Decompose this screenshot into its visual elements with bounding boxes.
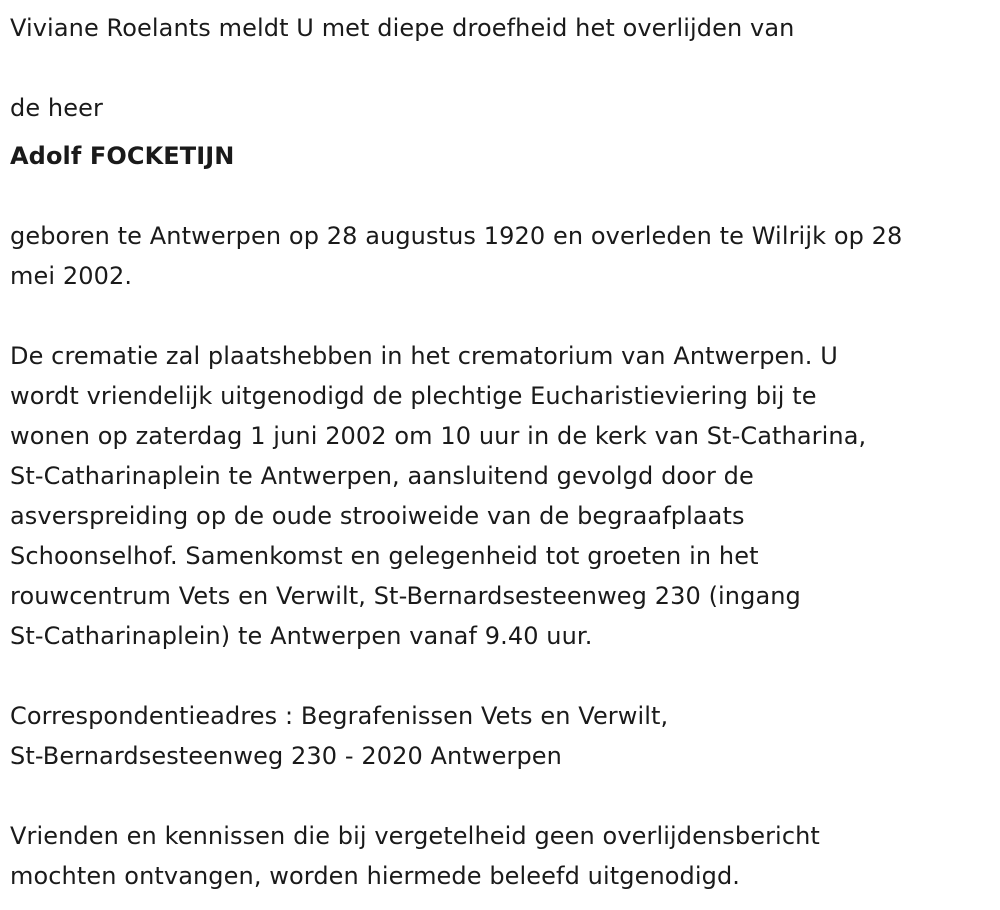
ceremony-line: asverspreiding op de oude strooiweide van de begraafplaats: [10, 502, 745, 530]
ceremony-line: Schoonselhof. Samenkomst en gelegenheid tot groeten in het: [10, 542, 759, 570]
ceremony-line: rouwcentrum Vets en Verwilt, St-Bernardsesteenweg 230 (ingang: [10, 582, 801, 610]
spacer: [10, 176, 990, 216]
closing-line: mochten ontvangen, worden hiermede beleefd uitgenodigd.: [10, 862, 741, 890]
spacer: [10, 48, 990, 88]
spacer: [10, 296, 990, 336]
ceremony-line: wordt vriendelijk uitgenodigd de plechtige Eucharistieviering bij te: [10, 382, 817, 410]
birth-death-line: geboren te Antwerpen op 28 augustus 1920 en overleden te Wilrijk op 28: [10, 222, 903, 250]
spacer: [10, 776, 990, 816]
correspondence-line: St-Bernardsesteenweg 230 - 2020 Antwerpen: [10, 742, 562, 770]
closing-line: Vrienden en kennissen die bij vergetelheid geen overlijdensbericht: [10, 822, 820, 850]
correspondence-address: [10, 696, 990, 776]
ceremony-line: St-Catharinaplein te Antwerpen, aansluitend gevolgd door de: [10, 462, 754, 490]
ceremony-line: St-Catharinaplein) te Antwerpen vanaf 9.40 uur.: [10, 622, 593, 650]
correspondence-line: Correspondentieadres : Begrafenissen Vets en Verwilt,: [10, 702, 669, 730]
birth-death-paragraph: [10, 216, 990, 296]
intro-text: Viviane Roelants meldt U met diepe droefheid het overlijden van: [10, 14, 795, 42]
ceremony-line: De crematie zal plaatshebben in het crematorium van Antwerpen. U: [10, 342, 838, 370]
closing-paragraph: [10, 816, 990, 896]
ceremony-paragraph: [10, 336, 990, 656]
birth-death-line: mei 2002.: [10, 262, 133, 290]
ceremony-line: wonen op zaterdag 1 juni 2002 om 10 uur in de kerk van St-Catharina,: [10, 422, 867, 450]
spacer: [10, 656, 990, 696]
deceased-name: Adolf FOCKETIJN: [10, 142, 235, 170]
salutation: de heer: [10, 94, 103, 122]
